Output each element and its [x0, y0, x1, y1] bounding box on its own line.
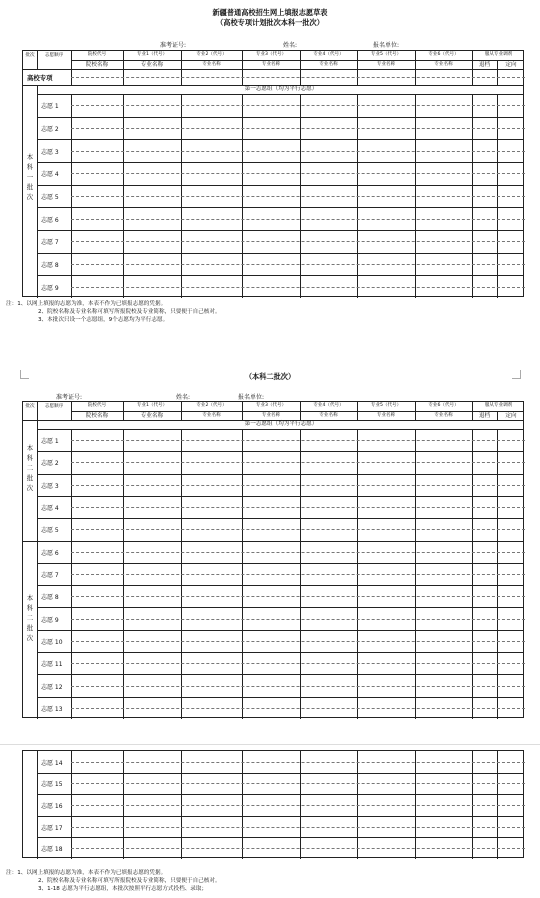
row-label-1: 志愿 14 [41, 759, 63, 767]
dash-line [71, 241, 525, 242]
row-label-10: 志愿 10 [41, 638, 63, 646]
header-bottom-5: 专业名称 [376, 413, 396, 418]
header-bottom-1: 专业名称 [140, 62, 164, 68]
row-divider [37, 773, 523, 774]
dash-line [71, 77, 525, 78]
row-divider [37, 518, 523, 519]
row-divider [37, 94, 523, 95]
dash-line [71, 264, 525, 265]
batch-label-vertical-a: 本科二批次 [26, 444, 34, 492]
header-adjust: 服从专业调剂 [484, 52, 513, 57]
row-divider [37, 674, 523, 675]
header-bottom-0: 院校名称 [85, 62, 109, 68]
row-label-4: 志愿 17 [41, 824, 63, 832]
group-title: 第一志愿组（均为平行志愿） [244, 421, 318, 427]
batch-label-vertical: 本科一批次 [26, 153, 34, 201]
row-label-3: 志愿 3 [41, 148, 59, 156]
row-divider [37, 697, 523, 698]
header-divider [71, 411, 523, 412]
header-top-3: 专业2（代号） [196, 403, 227, 408]
header-bottom-6: 专业名称 [434, 62, 453, 67]
header-order: 志愿顺序 [44, 404, 64, 409]
row-divider [37, 253, 523, 254]
dash-line [71, 507, 525, 508]
dash-line [71, 219, 525, 220]
dash-line [71, 805, 525, 806]
header-top-1: 院校代号 [87, 403, 107, 408]
row-label-1: 志愿 1 [41, 438, 59, 446]
header-bottom-5: 专业名称 [376, 62, 396, 67]
row-divider [37, 496, 523, 497]
header-bottom-3: 专业名称 [261, 413, 281, 418]
row-label-7: 志愿 7 [41, 572, 59, 579]
row-divider [37, 563, 523, 564]
name-label: 姓名: [283, 42, 298, 49]
row-label-11: 志愿 11 [41, 661, 63, 669]
dash-line [71, 552, 525, 553]
exam-no-label: 准考证号: [56, 394, 83, 401]
row-divider [37, 230, 523, 231]
dash-line [71, 762, 525, 763]
row-divider [37, 429, 523, 430]
header-top-7: 专业6（代号） [428, 403, 459, 408]
header-bottom-2: 专业名称 [202, 62, 221, 67]
row-divider [37, 837, 523, 838]
dash-line [71, 485, 525, 486]
header-top-1: 院校代号 [87, 52, 107, 57]
header-bottom-3: 专业名称 [261, 62, 281, 67]
row-divider [37, 275, 523, 276]
row-label-6: 志愿 6 [41, 216, 59, 224]
dash-line [71, 783, 525, 784]
row-label-8: 志愿 8 [41, 594, 59, 602]
row-label-5: 志愿 5 [41, 194, 59, 201]
header-top-5: 专业4（代号） [313, 52, 344, 57]
page2-title: （本科二批次） [244, 372, 296, 381]
dash-line [71, 641, 525, 642]
unit-label: 报名单位: [238, 394, 265, 401]
header-top-2: 专业1（代号） [136, 52, 168, 57]
row-label-5: 志愿 18 [41, 846, 63, 854]
name-label: 姓名: [176, 394, 191, 401]
header-bottom-0: 院校名称 [85, 413, 109, 419]
dash-line [71, 151, 525, 152]
header-bottom-7: 退档 [478, 413, 491, 419]
row-divider [37, 162, 523, 163]
header-bottom-2: 专业名称 [202, 413, 221, 418]
header-order: 志愿顺序 [44, 53, 64, 58]
header-bottom-4: 专业名称 [319, 62, 338, 67]
dash-line [71, 287, 525, 288]
form-table-page2 [22, 401, 524, 718]
row-label-9: 志愿 9 [41, 616, 59, 624]
header-batch: 批次 [25, 53, 35, 58]
dash-line [71, 173, 525, 174]
header-top-7: 专业6（代号） [428, 52, 459, 57]
block-divider [23, 541, 523, 542]
header-top-6: 专业5（代号） [370, 403, 402, 408]
row-divider [37, 652, 523, 653]
dash-line [71, 462, 525, 463]
dash-line [71, 529, 525, 530]
row-divider [37, 451, 523, 452]
header-batch: 批次 [25, 404, 35, 409]
header-bottom-6: 专业名称 [434, 413, 453, 418]
page-title: 新疆普通高校招生网上填报志愿草表 [212, 8, 328, 17]
row-label-4: 志愿 4 [41, 171, 59, 179]
header-bottom-1: 专业名称 [140, 413, 164, 419]
dash-line [71, 663, 525, 664]
row-divider [37, 816, 523, 817]
dash-line [71, 619, 525, 620]
header-bottom-7: 退档 [478, 62, 491, 68]
header-top-5: 专业4（代号） [313, 403, 344, 408]
dash-line [71, 596, 525, 597]
dash-line [71, 128, 525, 129]
dash-line [71, 686, 525, 687]
row-divider [37, 207, 523, 208]
form-table-page3 [22, 750, 524, 858]
row-label-2: 志愿 2 [41, 460, 59, 468]
page-1: 新疆普通高校招生网上填报志愿草表 （高校专项计划批次本科一批次） 准考证号: 姓名: 报名单位: 批次 志愿顺序 院校代号 专业1（代号） 专业2（代号） 专业3（代号） 专业4（代号） 专业5（代号） 专业6（代号） 服从专业调剂 院校名称 专业名称 专业名称 专业名称 专业名称 专业名称 专业名称 退档 定向 高校专项 第一志愿组（均为平行志愿） 志愿 1 志愿 2 志愿 3 志愿 4 志愿 5 志愿 6 志愿 7 志愿 8 志愿 9 本科一批次 注：1、以网上填报的志愿为准，本表不作为已填报志愿的凭据。 2、院校名称及专业名称可填写所报院校及专业简称，只要便于自己核对。 3、本批次只设一个志愿组，9个志愿均为平行志愿。 [0, 0, 540, 340]
header-adjust: 服从专业调剂 [484, 403, 513, 408]
row-divider [37, 794, 523, 795]
row-label-1: 志愿 1 [41, 103, 59, 111]
row-label-3: 志愿 16 [41, 803, 63, 810]
dash-line [71, 574, 525, 575]
exam-no-label: 准考证号: [160, 42, 187, 49]
header-bottom-4: 专业名称 [319, 413, 338, 418]
batch-label-vertical-b: 本科二批次 [26, 593, 34, 642]
row-divider [37, 630, 523, 631]
row-label-3: 志愿 3 [41, 482, 59, 490]
row-divider [37, 607, 523, 608]
header-top-4: 专业3（代号） [255, 52, 287, 57]
row-label-9: 志愿 9 [41, 284, 59, 292]
form-table-page1 [22, 50, 524, 297]
row-label-7: 志愿 7 [41, 239, 59, 247]
page-separator [0, 744, 540, 745]
row-divider [37, 185, 523, 186]
dash-line [71, 440, 525, 441]
dash-line [71, 848, 525, 849]
header-divider [23, 69, 523, 70]
col-divider [37, 751, 38, 859]
row-label-2: 志愿 15 [41, 781, 63, 789]
row-divider [37, 139, 523, 140]
row-label-4: 志愿 4 [41, 505, 59, 513]
header-bottom-8: 定向 [505, 413, 517, 419]
header-divider [71, 60, 523, 61]
group-title: 第一志愿组（均为平行志愿） [244, 86, 318, 92]
row-divider [37, 117, 523, 118]
row-divider [37, 474, 523, 475]
row-label-8: 志愿 8 [41, 262, 59, 269]
unit-label: 报名单位: [373, 42, 400, 49]
header-bottom-8: 定向 [505, 62, 517, 68]
header-top-4: 专业3（代号） [255, 403, 287, 408]
row-divider [37, 585, 523, 586]
dash-line [71, 196, 525, 197]
dash-line [71, 105, 525, 106]
header-top-6: 专业5（代号） [370, 52, 402, 57]
dash-line [71, 827, 525, 828]
row-label-12: 志愿 12 [41, 683, 63, 691]
row-label-6: 志愿 6 [41, 549, 59, 557]
row-label-5: 志愿 5 [41, 527, 59, 535]
row-label-2: 志愿 2 [41, 126, 59, 133]
special-row-label: 高校专项 [27, 74, 53, 82]
page-subtitle: （高校专项计划批次本科一批次） [216, 18, 324, 27]
dash-line [71, 708, 525, 709]
header-top-3: 专业2（代号） [196, 52, 227, 57]
row-label-13: 志愿 13 [41, 705, 63, 713]
header-top-2: 专业1（代号） [136, 403, 168, 408]
